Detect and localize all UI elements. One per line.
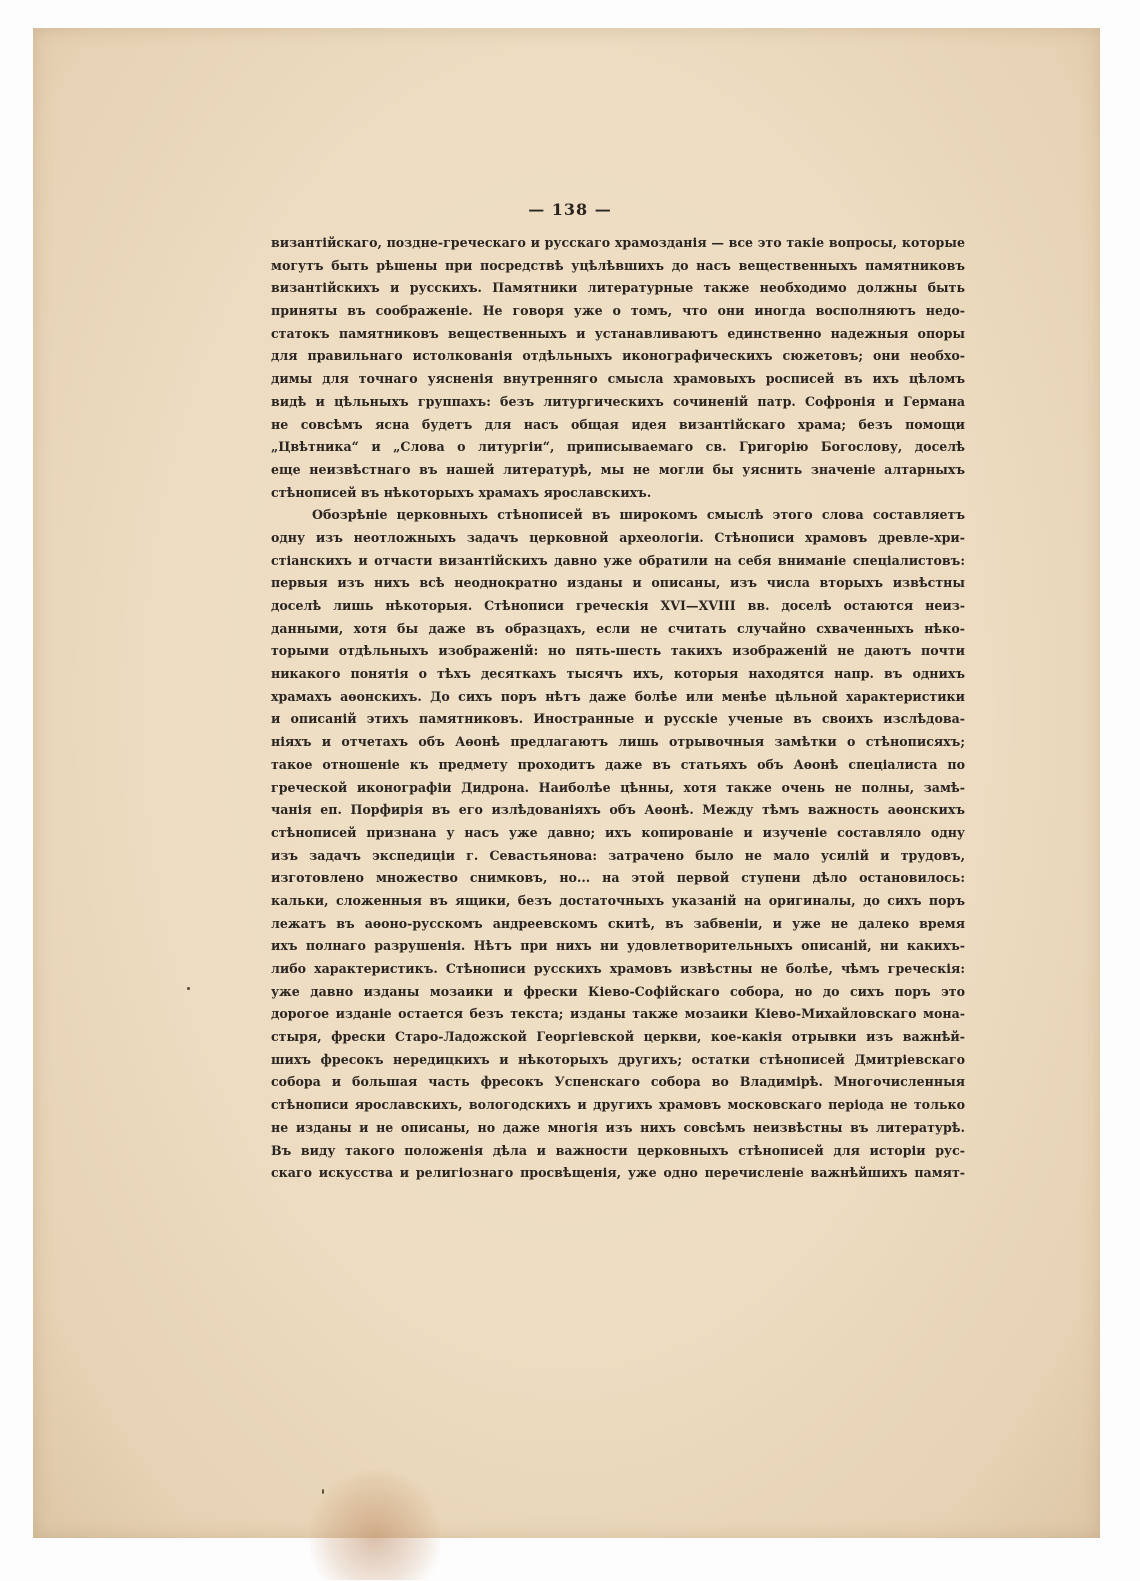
text-line: собора и большая часть фресокъ Успенскаго собора во Владимірѣ. Многочисленныя	[271, 1074, 965, 1090]
page-number: — 138 —	[528, 200, 612, 219]
text-line: ніяхъ и отчетахъ объ Аѳонѣ предлагаютъ лишь отрывочныя замѣтки о стѣнописяхъ;	[271, 734, 965, 750]
text-line: приняты въ соображеніе. Не говоря уже о томъ, что они иногда восполняютъ недо-	[271, 303, 965, 319]
text-line: „Цвѣтника“ и „Слова о литургіи“, приписываемаго св. Григорію Богослову, доселѣ	[271, 439, 965, 455]
text-line: видѣ и цѣльныхъ группахъ: безъ литургическихъ сочиненій патр. Софронія и Германа	[271, 393, 965, 409]
text-line: димы для точнаго уясненія внутренняго смысла храмовыхъ росписей въ ихъ цѣломъ	[271, 371, 965, 387]
text-line: изготовлено множество снимковъ, но... на этой первой ступени дѣло остановилось:	[271, 870, 965, 886]
text-line: стѣнописей въ нѣкоторыхъ храмахъ ярославскихъ.	[271, 484, 652, 500]
text-line: стыря, фрески Старо-Ладожской Георгіевской церкви, кое-какія отрывки изъ важнѣй-	[271, 1029, 965, 1045]
text-line: данными, хотя бы даже въ образцахъ, если не считать случайно схваченныхъ нѣко-	[271, 620, 965, 636]
text-line: доселѣ лишь нѣкоторыя. Стѣнописи греческія XVI—XVIII вв. доселѣ остаются неиз-	[271, 598, 965, 613]
text-line: не совсѣмъ ясна будетъ для насъ общая идея византійскаго храма; безъ помощи	[271, 416, 965, 432]
text-line: скаго искусства и религіознаго просвѣщенія, уже одно перечисленіе важнѣйшихъ памят-	[271, 1165, 965, 1181]
text-line: для правильнаго истолкованія отдѣльныхъ иконографическихъ сюжетовъ; они необхо-	[271, 348, 965, 364]
text-line: кальки, сложенныя въ ящики, безъ достаточныхъ указаній на оригиналы, до сихъ поръ	[271, 892, 965, 908]
text-line: изъ задачъ экспедиціи г. Севастьянова: затрачено было не мало усилій и трудовъ,	[271, 847, 965, 863]
text-line: византійскихъ и русскихъ. Памятники литературные также необходимо должны быть	[271, 280, 965, 296]
text-line: греческой иконографіи Дидрона. Наиболѣе цѣнны, хотя также очень не полны, замѣ-	[271, 779, 965, 795]
text-line: стѣнописи ярославскихъ, вологодскихъ и другихъ храмовъ московскаго періода не только	[271, 1097, 965, 1113]
text-line: и описаній этихъ памятниковъ. Иностранные и русскіе ученые въ своихъ изслѣдова-	[271, 711, 965, 727]
text-line: стѣнописей признана у насъ уже давно; ихъ копированіе и изученіе составляло одну	[271, 824, 965, 840]
text-line: ихъ полнаго разрушенія. Нѣтъ при нихъ ни удовлетворительныхъ описаній, ни какихъ-	[271, 938, 965, 954]
text-line: не изданы и не описаны, но даже многія изъ нихъ совсѣмъ неизвѣстны въ литературѣ.	[271, 1119, 965, 1135]
text-line: стіанскихъ и отчасти византійскихъ давно уже обратили на себя вниманіе спеціалистовъ:	[271, 552, 965, 568]
ink-speck	[187, 987, 190, 990]
paragraph	[271, 504, 965, 1185]
text-line: никакого понятія о тѣхъ десяткахъ тысячъ ихъ, которыя находятся напр. въ однихъ	[271, 666, 965, 682]
text-line: статокъ памятниковъ вещественныхъ и устанавливаютъ единственно надежныя опоры	[271, 325, 965, 341]
text-line: дорогое изданіе остается безъ текста; изданы также мозаики Кіево-Михайловскаго мона-	[271, 1006, 965, 1022]
text-line: византійскаго, поздне-греческаго и русскаго храмозданія — все это такіе вопросы, которые	[271, 235, 965, 250]
text-line: первыя изъ нихъ всѣ неоднократно изданы и описаны, изъ числа вторыхъ извѣстны	[271, 575, 965, 591]
text-line: Обозрѣніе церковныхъ стѣнописей въ широкомъ смыслѣ этого слова составляетъ	[312, 507, 965, 523]
text-line: такое отношеніе къ предмету проходитъ даже въ статьяхъ объ Аѳонѣ спеціалиста по	[271, 756, 965, 772]
text-line: лежатъ въ аѳоно-русскомъ андреевскомъ скитѣ, въ забвеніи, и уже не далеко время	[271, 915, 965, 931]
text-line: могутъ быть рѣшены при посредствѣ уцѣлѣвшихъ до насъ вещественныхъ памятниковъ	[271, 257, 965, 273]
text-line: уже давно изданы мозаики и фрески Кіево-Софійскаго собора, но до сихъ поръ это	[271, 983, 965, 999]
paragraph	[271, 232, 965, 504]
text-line: еще неизвѣстнаго въ нашей литературѣ, мы не могли бы уяснить значеніе алтарныхъ	[271, 461, 965, 477]
text-line: храмахъ аѳонскихъ. До сихъ поръ нѣтъ даже болѣе или менѣе цѣльной характеристики	[271, 688, 965, 704]
ink-speck	[322, 1489, 324, 1494]
paper-stain	[310, 1470, 440, 1580]
text-line: одну изъ неотложныхъ задачъ церковной археологіи. Стѣнописи храмовъ древле-хри-	[271, 529, 965, 545]
body-text	[271, 232, 965, 1185]
text-line: торыми отдѣльныхъ изображеній: но пять-шесть такихъ изображеній не даютъ почти	[271, 643, 965, 659]
text-line: Въ виду такого положенія дѣла и важности церковныхъ стѣнописей для исторіи рус-	[271, 1142, 965, 1158]
text-line: чанія еп. Порфирія въ его излѣдованіяхъ объ Аѳонѣ. Между тѣмъ важность аѳонскихъ	[271, 802, 965, 818]
text-line: шихъ фресокъ нередицкихъ и нѣкоторыхъ другихъ; остатки стѣнописей Дмитріевскаго	[271, 1051, 965, 1067]
text-line: либо характеристикъ. Стѣнописи русскихъ храмовъ извѣстны не болѣе, чѣмъ греческія:	[271, 961, 965, 976]
